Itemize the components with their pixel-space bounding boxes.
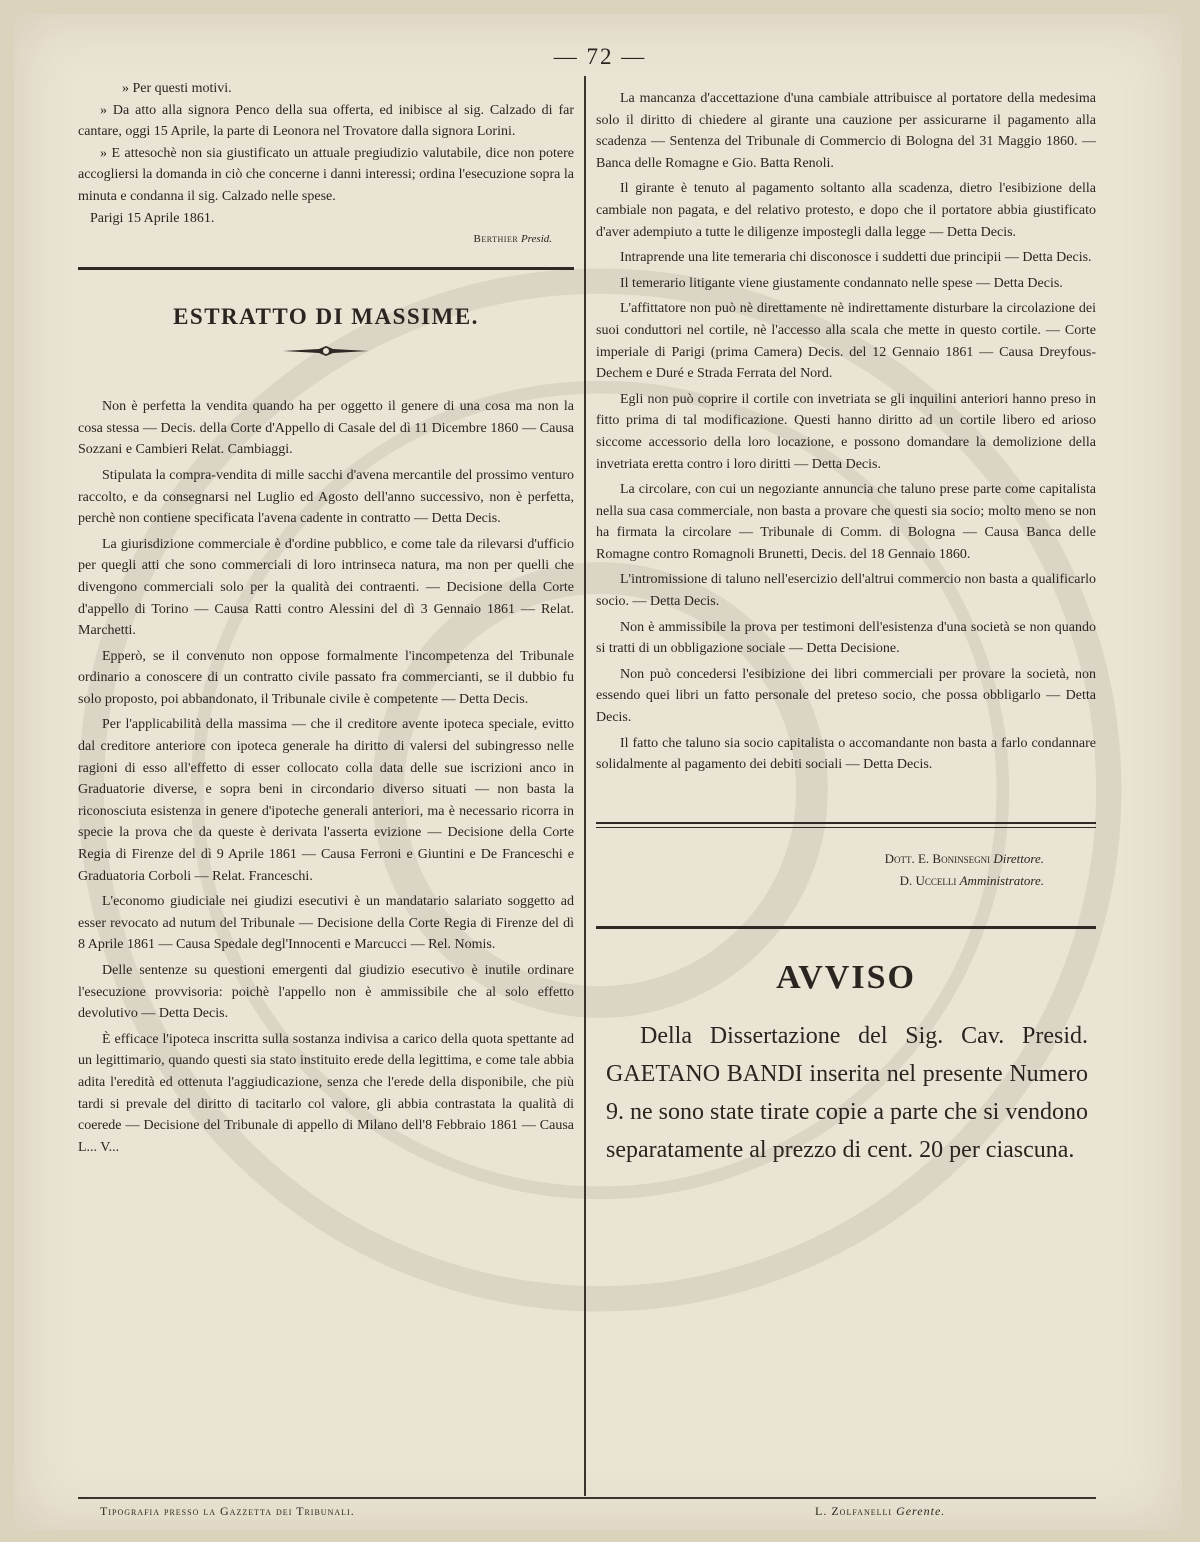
editor-role: Amministratore. — [959, 872, 1044, 888]
intro-paragraph: » E attesochè non sia giustificato un attuale pregiudizio valutabile, dice non potere accogliersi la domanda in ciò che concerne i danni interessi; ordina l'esecuzione sopra la minuta e condanna il sig. Calzado nelle spese. — [78, 145, 574, 204]
maxim-paragraph: Non può concedersi l'esibizione dei libri commerciali per provare la società, non essendo quei libri un fatto personale del preteso socio, che possa obbligarlo — Detta Decis. — [596, 666, 1096, 726]
manager-credit — [815, 1504, 945, 1519]
manager-role: Gerente. — [896, 1504, 946, 1518]
page-number: — 72 — — [553, 44, 647, 69]
footer-rule — [78, 1497, 1096, 1499]
editors-block — [596, 848, 1096, 892]
editors-rule — [596, 822, 1096, 828]
maxim-paragraph: Non è ammissibile la prova per testimoni dell'esistenza d'una società se non quando si tratti di un obbligazione sociale — Detta Decisione. — [596, 619, 1096, 657]
intro-date: Parigi 15 Aprile 1861. — [90, 210, 215, 226]
editor-name: Dott. E. Boninsegni — [884, 850, 991, 866]
signature — [78, 233, 574, 245]
printer-credit: Tipografia presso la Gazzetta dei Tribunali. — [100, 1504, 355, 1518]
manager-name: L. Zolfanelli — [815, 1504, 893, 1518]
maxim-paragraph: Il fatto che taluno sia socio capitalista o accomandante non basta a farlo condannare solidalmente al pagamento dei debiti sociali — Detta Decis. — [596, 735, 1096, 773]
ornament-icon — [281, 344, 371, 358]
maxim-paragraph: Non è perfetta la vendita quando ha per oggetto il genere di una cosa ma non la cosa stessa — Decis. della Corte d'Appello di Casale del dì 11 Dicembre 1860 — Causa Sozzani e Cambieri Relat. Cambiaggi. — [78, 399, 574, 458]
maxim-paragraph: Stipulata la compra-vendita di mille sacchi d'avena mercantile del prossimo venturo raccolto, e da consegnarsi nel Luglio ed Agosto dell'anno successivo, non è perfetta, perchè non contiene specificata l'avena cadente in contratto — Detta Decis. — [78, 467, 574, 527]
maxim-paragraph: Il temerario litigante viene giustamente condannato nelle spese — Detta Decis. — [620, 275, 1063, 291]
maxims-list-left — [78, 396, 574, 1158]
maxim-paragraph: La mancanza d'accettazione d'una cambiale attribuisce al portatore della medesima solo il diritto di chiedere al girante una cauzione per assicurarne il pagamento alla scadenza — Sentenza del Tribunale di Commercio di Bologna del 31 Maggio 1860. — Banca delle Romagne e Gio. Batta Renoli. — [596, 91, 1096, 171]
section-rule — [78, 267, 574, 270]
maxims-list-right — [596, 88, 1096, 776]
intro-paragraph: » Per questi motivi. — [122, 81, 232, 96]
maxim-paragraph: L'affittatore non può nè direttamente nè indirettamente disturbare la circolazione dei suoi conduttori nel cortile, nè l'accesso alla scala che mette in questo cortile. — Corte imperiale di Parigi (prima Camera) Decis. del 12 Gennaio 1861 — Causa Dreyfous-Dechem e Duré e Strada Ferrata del Nord. — [596, 301, 1096, 382]
editor-name: D. Uccelli — [899, 872, 957, 888]
maxim-paragraph: Il girante è tenuto al pagamento soltanto alla scadenza, dietro l'esibizione della cambiale non pagata, e del relativo protesto, e dopo che il portatore abbia giustificato d'aver adempiuto a tutte le diligenze impostegli dalla legge — Detta Decis. — [596, 181, 1096, 240]
maxim-paragraph: La giurisdizione commerciale è d'ordine pubblico, e come tale da rilevarsi d'ufficio per quegli atti che sono commerciali di loro intrinseca natura, ma non per quelli che divengono commerciali solo per la qualità dei contraenti. — Decisione della Corte d'appello di Torino — Causa Ratti contro Alessini del dì 3 Gennaio 1861 — Relat. Marchetti. — [78, 536, 574, 639]
signature-role: Presid. — [520, 233, 552, 246]
editor-role: Direttore. — [993, 850, 1044, 866]
maxim-paragraph: Egli non può coprire il cortile con invetriata se gli inquilini anteriori hanno preso in fitto prima di tal modificazione. Questi hanno diritto ad un cortile libero ed arioso siccome accessorio della loro locazione, e possono domandare la demolizione della invetriata eretta contro i loro diritti — Detta Decis. — [596, 391, 1096, 472]
avviso-title: AVVISO — [776, 958, 916, 996]
maxim-paragraph: L'economo giudiciale nei giudizi esecutivi è un mandatario salariato soggetto ad esser revocato ad nutum del Tribunale — Decisione della Corte Regia di Firenze del dì 8 Aprile 1861 — Causa Spedale degl'Innocenti e Marcucci — Rel. Nomis. — [78, 894, 574, 953]
judgment-conclusion — [78, 78, 574, 229]
maxim-paragraph: Per l'applicabilità della massima — che il creditore avente ipoteca speciale, evitto dal creditore anteriore con ipoteca generale ha diritto di valersi del subingresso nelle ragioni di esso all'effetto di esser collocato colla data delle sue iscrizioni anco in Graduatorie diverse, e sopra beni in circondario diverso situati — non basta la riconosciuta esistenza in genere d'ipoteche generali anteriori, ma è necessario ricorra in specie la prova che da queste è derivata l'asserta evizione — Decisione della Corte Regia di Firenze del dì 9 Aprile 1861 — Causa Ferroni e Giuntini e De Franceschi e Graduatoria Corboli — Relat. Franceschi. — [78, 717, 574, 884]
avviso-rule — [596, 926, 1096, 929]
section-title: ESTRATTO DI MASSIME. — [173, 304, 479, 330]
maxim-paragraph: La circolare, con cui un negoziante annuncia che taluno prese parte come capitalista nella sua casa commerciale, non basta a provare che questi sia socio; molto meno se non ha firmata la circolare — Tribunale di Comm. di Bologna — Causa Banca delle Romagne contro Romagnoli Brunetti, Decis. del 18 Gennaio 1860. — [596, 482, 1096, 562]
maxim-paragraph: L'intromissione di taluno nell'esercizio dell'altrui commercio non basta a qualificarlo socio. — Detta Decis. — [596, 572, 1096, 610]
maxim-paragraph: È efficace l'ipoteca inscritta sulla sostanza indivisa a carico della quota spettante ad un legittimario, quando questi sia stato instituito erede della legittima, e come tale abbia adita l'eredità ed ottenuta l'aggiudicazione, senza che l'erede della disponibile, che più tardi si prevale del diritto di tacitarlo col valore, gli abbia contrastata la qualità di coerede — Decisione del Tribunale di appello di Milano dell'8 Febbraio 1861 — Causa L... V... — [78, 1031, 574, 1155]
maxim-paragraph: Delle sentenze su questioni emergenti dal giudizio esecutivo è inutile ordinare l'esecuzione provvisoria: poichè l'appello non è ammissibile che al solo effetto devolutivo — Detta Decis. — [78, 963, 574, 1022]
left-column — [78, 78, 574, 1162]
editor-line — [596, 870, 1044, 892]
column-divider — [584, 76, 586, 1496]
intro-paragraph: » Da atto alla signora Penco della sua offerta, ed inibisce al sig. Calzado di far cantare, oggi 15 Aprile, la parte di Leonora nel Trovatore dalla signora Lorini. — [78, 102, 574, 140]
editor-line — [596, 848, 1044, 870]
maxim-paragraph: Epperò, se il convenuto non oppose formalmente l'incompetenza del Tribunale ordinario a conoscere di un contratto civile passato fra commercianti, se il dubbio fu solo proposto, poi abbandonato, il Tribunale civile è competente — Detta Decis. — [78, 648, 574, 707]
signature-name: Berthier — [473, 233, 519, 246]
right-column — [596, 88, 1096, 1169]
avviso-text: Della Dissertazione del Sig. Cav. Presid. GAETANO BANDI inserita nel presente Numero 9. ne sono state tirate copie a parte che si vendono separatamente al prezzo di cent. 20 per ciascuna. — [606, 1022, 1088, 1163]
maxim-paragraph: Intraprende una lite temeraria chi disconosce i suddetti due principii — Detta Decis. — [620, 250, 1092, 266]
